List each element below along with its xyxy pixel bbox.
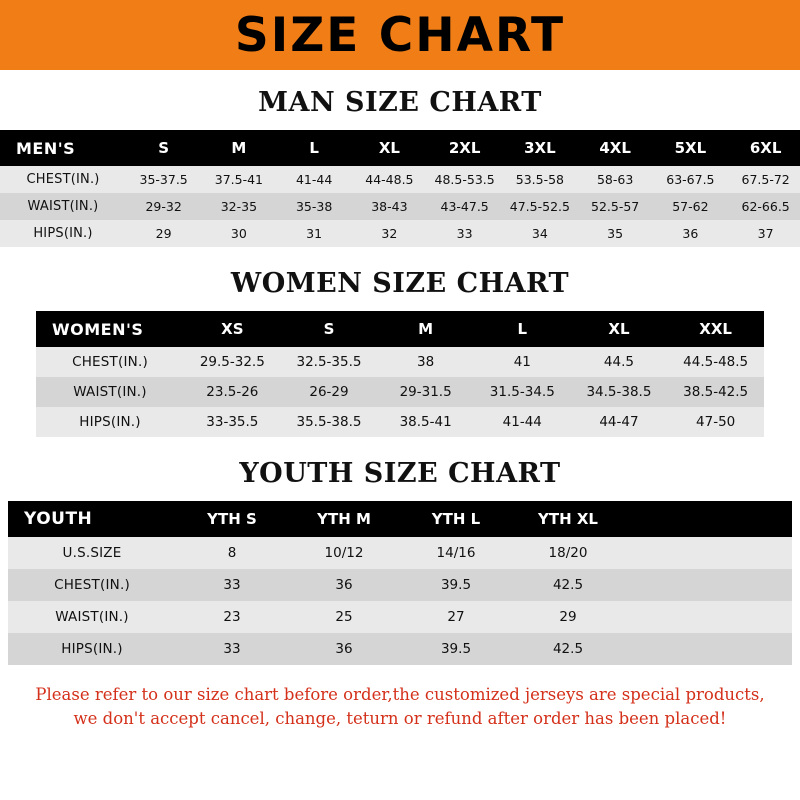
youth-cell-spacer: [624, 601, 792, 633]
table-row: [0, 166, 800, 193]
table-header-row: [8, 501, 792, 537]
women-cell: 38.5-41: [399, 414, 452, 430]
youth-cell: 42.5: [552, 577, 584, 593]
women-col-header: XXL: [667, 311, 764, 347]
men-col-header: 5XL: [653, 130, 728, 166]
footer-note: [0, 683, 800, 731]
men-col-header: S: [126, 130, 201, 166]
men-cell: 53.5-58: [515, 172, 564, 187]
women-row-label: CHEST(IN.): [72, 354, 148, 370]
youth-col-header: YTH L: [400, 501, 512, 537]
men-cell: 41-44: [295, 172, 333, 187]
men-cell: 32-35: [220, 199, 258, 214]
youth-col-header: YTH S: [176, 501, 288, 537]
youth-col-header: YTH M: [288, 501, 400, 537]
youth-row-label: WAIST(IN.): [55, 609, 129, 625]
men-cell: 38-43: [371, 199, 408, 214]
youth-row-label: U.S.SIZE: [62, 545, 122, 561]
table-header-row: [0, 130, 800, 166]
men-cell: 29-32: [145, 199, 182, 214]
youth-cell-spacer: [624, 569, 792, 601]
youth-cell: 10/12: [324, 545, 364, 561]
youth-size-table: [8, 501, 792, 665]
men-col-header: 6XL: [728, 130, 800, 166]
women-cell: 47-50: [696, 414, 736, 430]
men-row-label: CHEST(IN.): [26, 172, 100, 187]
youth-cell: 39.5: [440, 641, 472, 657]
men-row-label: WAIST(IN.): [27, 199, 99, 214]
youth-cell-spacer: [624, 633, 792, 665]
women-cell: 29-31.5: [399, 384, 452, 400]
table-row: [8, 569, 792, 601]
table-header-row: [36, 311, 764, 347]
women-cell: 44-47: [599, 414, 639, 430]
table-row: [36, 407, 764, 437]
men-cell: 47.5-52.5: [509, 199, 570, 214]
men-cell: 35: [607, 226, 624, 241]
women-col-header: M: [377, 311, 474, 347]
youth-col-header: YTH XL: [512, 501, 624, 537]
table-row: [8, 633, 792, 665]
men-cell: 58-63: [596, 172, 634, 187]
women-cell: 44.5-48.5: [683, 354, 749, 370]
youth-cell: 8: [227, 545, 237, 561]
footer-note-line-2: we don't accept cancel, change, teturn or refund after order has been placed!: [73, 708, 727, 728]
footer-note-line-1: Please refer to our size chart before order,the customized jerseys are special products,: [35, 685, 765, 704]
women-row-label: HIPS(IN.): [79, 414, 141, 430]
men-col-header: M: [201, 130, 276, 166]
youth-header-spacer: [624, 501, 792, 537]
youth-section-title: YOUTH SIZE CHART: [239, 458, 561, 489]
women-cell: 41: [513, 354, 531, 370]
youth-cell: 29: [559, 609, 577, 625]
men-cell: 31: [306, 226, 323, 241]
men-cell: 32: [381, 226, 398, 241]
youth-cell: 39.5: [440, 577, 472, 593]
table-row: [36, 347, 764, 377]
men-col-header: L: [277, 130, 352, 166]
women-cell: 32.5-35.5: [296, 354, 362, 370]
header-banner: [0, 0, 800, 70]
women-cell: 33-35.5: [206, 414, 259, 430]
youth-cell: 27: [447, 609, 465, 625]
youth-corner-label: YOUTH: [8, 501, 176, 537]
men-size-table: [0, 130, 800, 247]
men-cell: 62-66.5: [741, 199, 790, 214]
men-col-header: 3XL: [502, 130, 577, 166]
men-cell: 67.5-72: [741, 172, 790, 187]
men-cell: 29: [155, 226, 172, 241]
men-cell: 43-47.5: [440, 199, 489, 214]
men-cell: 57-62: [672, 199, 709, 214]
table-row: [0, 193, 800, 220]
table-row: [0, 220, 800, 247]
women-col-header: XL: [571, 311, 668, 347]
men-cell: 34: [531, 226, 548, 241]
table-row: [36, 377, 764, 407]
youth-row-label: HIPS(IN.): [61, 641, 123, 657]
women-cell: 44.5: [603, 354, 634, 370]
youth-cell: 25: [335, 609, 353, 625]
women-row-label: WAIST(IN.): [73, 384, 147, 400]
men-cell: 63-67.5: [666, 172, 715, 187]
table-row: [8, 601, 792, 633]
men-row-label: HIPS(IN.): [33, 226, 93, 241]
youth-cell: 33: [223, 641, 241, 657]
men-cell: 35-37.5: [139, 172, 188, 187]
men-cell: 37.5-41: [214, 172, 263, 187]
women-cell: 31.5-34.5: [489, 384, 555, 400]
men-corner-label: MEN'S: [0, 130, 126, 166]
youth-cell: 14/16: [436, 545, 476, 561]
page-title: SIZE CHART: [234, 7, 566, 63]
men-cell: 35-38: [295, 199, 333, 214]
women-cell: 38: [417, 354, 435, 370]
men-cell: 37: [757, 226, 774, 241]
men-cell: 48.5-53.5: [434, 172, 495, 187]
women-col-header: XS: [184, 311, 281, 347]
men-cell: 44-48.5: [365, 172, 414, 187]
women-corner-label: WOMEN'S: [36, 311, 184, 347]
men-col-header: 4XL: [578, 130, 653, 166]
men-section-title: MAN SIZE CHART: [258, 87, 542, 118]
women-col-header: S: [281, 311, 378, 347]
women-cell: 38.5-42.5: [683, 384, 749, 400]
women-col-header: L: [474, 311, 571, 347]
men-col-header: XL: [352, 130, 427, 166]
women-cell: 35.5-38.5: [296, 414, 362, 430]
youth-cell: 36: [335, 641, 353, 657]
women-size-table: [36, 311, 764, 437]
women-cell: 26-29: [309, 384, 349, 400]
men-cell: 33: [456, 226, 473, 241]
youth-cell: 42.5: [552, 641, 584, 657]
youth-cell: 36: [335, 577, 353, 593]
table-row: [8, 537, 792, 569]
youth-cell: 23: [223, 609, 241, 625]
men-cell: 52.5-57: [591, 199, 640, 214]
men-cell: 36: [682, 226, 699, 241]
youth-cell: 18/20: [548, 545, 588, 561]
youth-cell-spacer: [624, 537, 792, 569]
women-cell: 23.5-26: [206, 384, 259, 400]
youth-cell: 33: [223, 577, 241, 593]
youth-row-label: CHEST(IN.): [54, 577, 130, 593]
women-cell: 41-44: [502, 414, 542, 430]
women-cell: 29.5-32.5: [199, 354, 265, 370]
women-cell: 34.5-38.5: [586, 384, 652, 400]
men-cell: 30: [230, 226, 247, 241]
women-section-title: WOMEN SIZE CHART: [230, 268, 570, 299]
men-col-header: 2XL: [427, 130, 502, 166]
